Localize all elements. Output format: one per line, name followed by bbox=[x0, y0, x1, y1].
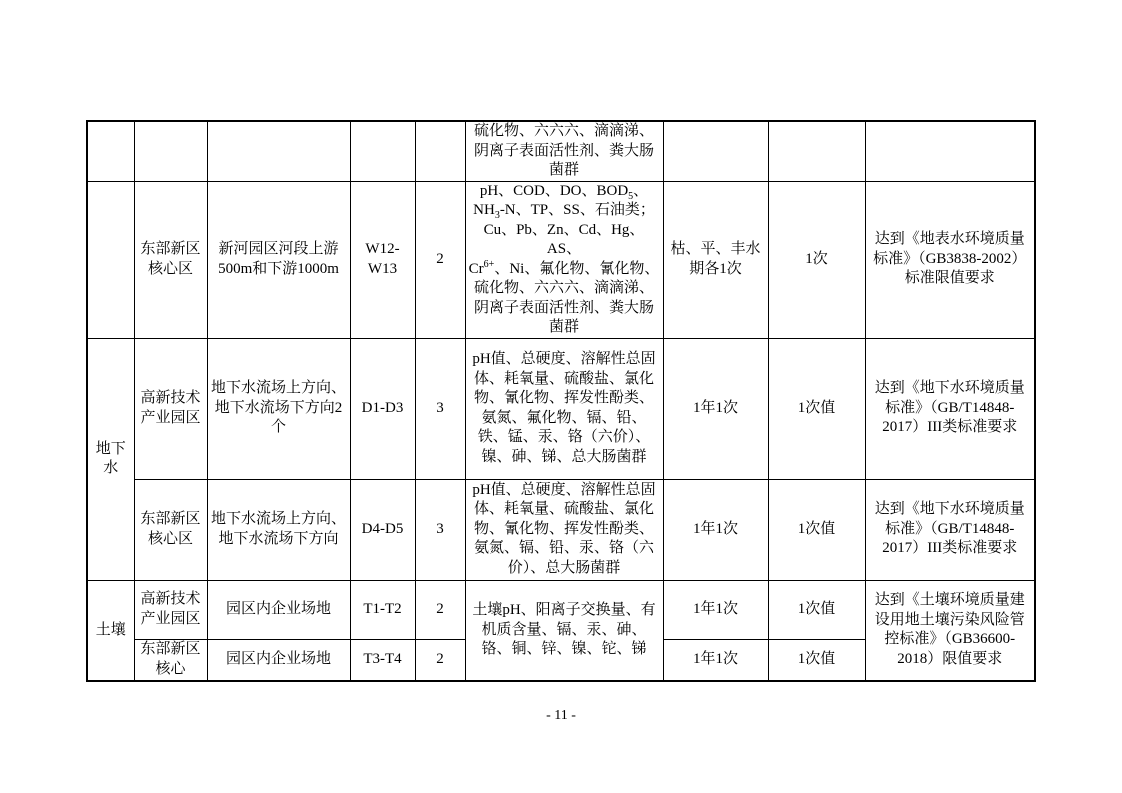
times-cell bbox=[768, 121, 865, 181]
location-cell: 园区内企业场地 bbox=[207, 580, 350, 639]
area-cell bbox=[134, 121, 207, 181]
category-cell bbox=[87, 181, 134, 338]
area-cell: 东部新区核心 bbox=[134, 639, 207, 681]
standard-cell: 达到《地表水环境质量标准》（GB3838-2002）标准限值要求 bbox=[865, 181, 1035, 338]
count-cell: 2 bbox=[415, 639, 465, 681]
items-cell: pH值、总硬度、溶解性总固体、耗氧量、硫酸盐、氯化物、氰化物、挥发性酚类、氨氮、镉、铅、汞、铬（六价）、总大肠菌群 bbox=[465, 479, 663, 580]
items-cell: pH值、总硬度、溶解性总固体、耗氧量、硫酸盐、氯化物、氰化物、挥发性酚类、氨氮、氟化物、镉、铅、铁、锰、汞、铬（六价）、镍、砷、锑、总大肠菌群 bbox=[465, 338, 663, 479]
items-text: NH bbox=[473, 202, 495, 218]
location-cell: 地下水流场上方向、地下水流场下方向2个 bbox=[207, 338, 350, 479]
area-cell: 高新技术产业园区 bbox=[134, 338, 207, 479]
items-subscript: 3 bbox=[494, 210, 500, 221]
items-text: Cr bbox=[468, 260, 484, 277]
frequency-cell: 1年1次 bbox=[663, 580, 768, 639]
area-cell: 高新技术产业园区 bbox=[134, 580, 207, 639]
items-text: 、 bbox=[633, 182, 649, 199]
table-row bbox=[87, 338, 1035, 479]
category-cell bbox=[87, 121, 134, 181]
frequency-cell: 1年1次 bbox=[663, 479, 768, 580]
category-cell: 土壤 bbox=[87, 580, 134, 681]
monitoring-plan-table bbox=[86, 120, 1036, 682]
items-text: pH、COD、DO、BOD bbox=[479, 182, 629, 199]
items-cell: 硫化物、六六六、滴滴涕、阴离子表面活性剂、粪大肠菌群 bbox=[465, 121, 663, 181]
items-cell: 土壤pH、阳离子交换量、有机质含量、镉、汞、砷、铬、铜、锌、镍、铊、锑 bbox=[465, 580, 663, 681]
items-subscript: 5 bbox=[628, 190, 634, 202]
page-number: - 11 - bbox=[546, 708, 576, 723]
frequency-cell: 枯、平、丰水期各1次 bbox=[663, 181, 768, 338]
frequency-cell: 1年1次 bbox=[663, 639, 768, 681]
area-cell: 东部新区核心区 bbox=[134, 181, 207, 338]
items-text: Cu、Pb、Zn、Cd、Hg、AS、 bbox=[483, 221, 645, 257]
points-cell: T1-T2 bbox=[350, 580, 415, 639]
items-text: -N、TP、SS、石油类； bbox=[499, 202, 655, 218]
area-cell: 东部新区核心区 bbox=[134, 479, 207, 580]
times-cell: 1次值 bbox=[768, 580, 865, 639]
items-cell bbox=[465, 181, 663, 338]
standard-cell: 达到《土壤环境质量建设用地土壤污染风险管控标准》（GB36600-2018）限值要求 bbox=[865, 580, 1035, 681]
items-text: 、Ni、氟化物、氰化物、 bbox=[494, 260, 660, 277]
times-cell: 1次 bbox=[768, 181, 865, 338]
count-cell: 3 bbox=[415, 338, 465, 479]
items-superscript: 6+ bbox=[483, 258, 495, 270]
table-row bbox=[87, 479, 1035, 580]
frequency-cell: 1年1次 bbox=[663, 338, 768, 479]
standard-cell bbox=[865, 121, 1035, 181]
location-cell: 地下水流场上方向、地下水流场下方向 bbox=[207, 479, 350, 580]
table-row bbox=[87, 580, 1035, 639]
location-cell: 园区内企业场地 bbox=[207, 639, 350, 681]
location-cell: 新河园区河段上游500m和下游1000m bbox=[207, 181, 350, 338]
points-cell bbox=[350, 121, 415, 181]
times-cell: 1次值 bbox=[768, 338, 865, 479]
table-row bbox=[87, 121, 1035, 181]
standard-cell: 达到《地下水环境质量标准》（GB/T14848-2017）III类标准要求 bbox=[865, 338, 1035, 479]
table-row bbox=[87, 181, 1035, 338]
standard-cell: 达到《地下水环境质量标准》（GB/T14848-2017）III类标准要求 bbox=[865, 479, 1035, 580]
points-cell: D1-D3 bbox=[350, 338, 415, 479]
count-cell: 2 bbox=[415, 181, 465, 338]
frequency-cell bbox=[663, 121, 768, 181]
points-cell: T3-T4 bbox=[350, 639, 415, 681]
times-cell: 1次值 bbox=[768, 479, 865, 580]
count-cell: 3 bbox=[415, 479, 465, 580]
count-cell bbox=[415, 121, 465, 181]
count-cell: 2 bbox=[415, 580, 465, 639]
items-text: 硫化物、六六六、滴滴涕、阴离子表面活性剂、粪大肠菌群 bbox=[473, 280, 654, 335]
category-cell: 地下水 bbox=[87, 338, 134, 580]
location-cell bbox=[207, 121, 350, 181]
points-cell: W12-W13 bbox=[350, 181, 415, 338]
times-cell: 1次值 bbox=[768, 639, 865, 681]
points-cell: D4-D5 bbox=[350, 479, 415, 580]
